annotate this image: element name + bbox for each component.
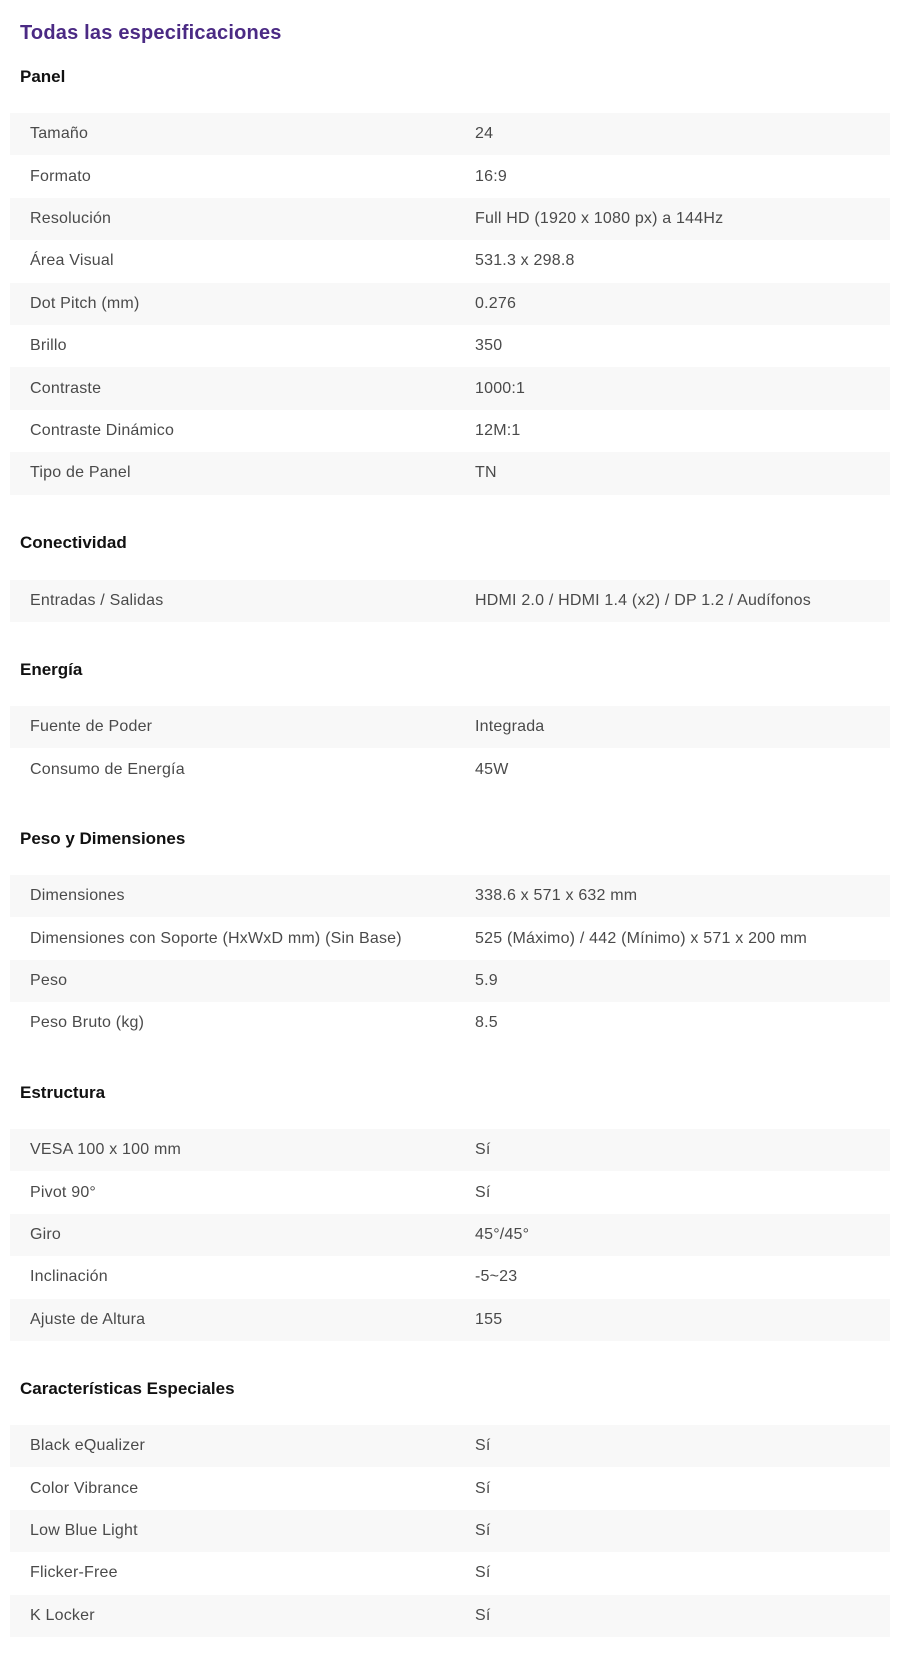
spec-value: Sí bbox=[475, 1479, 491, 1497]
spec-value: 338.6 x 571 x 632 mm bbox=[475, 887, 638, 905]
spec-value: 45°/45° bbox=[475, 1225, 530, 1243]
spec-value: 45W bbox=[475, 760, 509, 778]
table-row bbox=[10, 960, 890, 1002]
spec-label: Peso bbox=[30, 971, 68, 989]
section-title-caracteristicas: Características Especiales bbox=[20, 1379, 235, 1398]
spec-value: 5.9 bbox=[475, 971, 498, 989]
spec-label: Low Blue Light bbox=[30, 1521, 138, 1539]
spec-value: Sí bbox=[475, 1521, 491, 1539]
table-row bbox=[10, 1171, 890, 1213]
table-row bbox=[10, 240, 890, 282]
table-row bbox=[10, 1129, 890, 1171]
spec-label: K Locker bbox=[30, 1606, 95, 1624]
spec-label: VESA 100 x 100 mm bbox=[30, 1141, 182, 1159]
spec-value: Integrada bbox=[475, 718, 545, 736]
spec-label: Tipo de Panel bbox=[30, 464, 131, 482]
table-row bbox=[10, 325, 890, 367]
spec-label: Ajuste de Altura bbox=[30, 1310, 146, 1328]
spec-value: Sí bbox=[475, 1183, 491, 1201]
spec-value: 24 bbox=[475, 125, 494, 143]
spec-label: Área Visual bbox=[30, 252, 114, 270]
table-row bbox=[10, 452, 890, 494]
table-row bbox=[10, 1002, 890, 1044]
spec-value: Sí bbox=[475, 1606, 491, 1624]
spec-value: Sí bbox=[475, 1141, 491, 1159]
section-title-peso-dimensiones: Peso y Dimensiones bbox=[20, 829, 186, 848]
table-row bbox=[10, 748, 890, 790]
section-title-energia: Energía bbox=[20, 660, 83, 679]
spec-value: HDMI 2.0 / HDMI 1.4 (x2) / DP 1.2 / Audífonos bbox=[475, 592, 811, 610]
spec-label: Fuente de Poder bbox=[30, 718, 153, 736]
spec-value: Full HD (1920 x 1080 px) a 144Hz bbox=[475, 209, 724, 227]
spec-table-energia bbox=[10, 706, 890, 791]
spec-label: Inclinación bbox=[30, 1268, 108, 1286]
table-row bbox=[10, 917, 890, 959]
table-row bbox=[10, 283, 890, 325]
spec-label: Tamaño bbox=[30, 125, 89, 143]
spec-label: Flicker-Free bbox=[30, 1564, 118, 1582]
spec-value: -5~23 bbox=[475, 1268, 518, 1286]
spec-label: Contraste bbox=[30, 379, 102, 397]
spec-value: 531.3 x 298.8 bbox=[475, 252, 575, 270]
spec-value: TN bbox=[475, 464, 497, 482]
spec-value: 0.276 bbox=[475, 294, 517, 312]
spec-label: Brillo bbox=[30, 337, 67, 355]
spec-label: Entradas / Salidas bbox=[30, 592, 164, 610]
spec-value: 525 (Máximo) / 442 (Mínimo) x 571 x 200 mm bbox=[475, 929, 808, 947]
spec-label: Formato bbox=[30, 167, 91, 185]
spec-label: Giro bbox=[30, 1225, 62, 1243]
table-row bbox=[10, 875, 890, 917]
spec-label: Pivot 90° bbox=[30, 1183, 97, 1201]
table-row bbox=[10, 1595, 890, 1637]
section-title-panel: Panel bbox=[20, 67, 66, 86]
spec-value: Sí bbox=[475, 1564, 491, 1582]
spec-label: Resolución bbox=[30, 209, 112, 227]
spec-value: 12M:1 bbox=[475, 421, 521, 439]
spec-label: Color Vibrance bbox=[30, 1479, 139, 1497]
table-row bbox=[10, 1467, 890, 1509]
table-row bbox=[10, 410, 890, 452]
spec-value: 155 bbox=[475, 1310, 503, 1328]
spec-table-conectividad bbox=[10, 580, 890, 622]
spec-label: Dot Pitch (mm) bbox=[30, 294, 140, 312]
table-row bbox=[10, 155, 890, 197]
spec-table-panel bbox=[10, 113, 890, 495]
spec-table-peso-dimensiones bbox=[10, 875, 890, 1045]
table-row bbox=[10, 198, 890, 240]
spec-value: 16:9 bbox=[475, 167, 507, 185]
table-row bbox=[10, 113, 890, 155]
table-row bbox=[10, 706, 890, 748]
table-row bbox=[10, 1552, 890, 1594]
section-title-estructura: Estructura bbox=[20, 1083, 106, 1102]
spec-label: Consumo de Energía bbox=[30, 760, 185, 778]
spec-table-estructura bbox=[10, 1129, 890, 1341]
spec-value: Sí bbox=[475, 1437, 491, 1455]
spec-value: 8.5 bbox=[475, 1014, 498, 1032]
page-title: Todas las especificaciones bbox=[20, 22, 282, 44]
spec-table-caracteristicas bbox=[10, 1425, 890, 1637]
table-row bbox=[10, 1510, 890, 1552]
table-row bbox=[10, 1256, 890, 1298]
section-title-conectividad: Conectividad bbox=[20, 533, 127, 552]
spec-value: 1000:1 bbox=[475, 379, 526, 397]
spec-label: Black eQualizer bbox=[30, 1437, 146, 1455]
spec-label: Peso Bruto (kg) bbox=[30, 1014, 145, 1032]
table-row bbox=[10, 580, 890, 622]
table-row bbox=[10, 1425, 890, 1467]
table-row bbox=[10, 1299, 890, 1341]
spec-label: Contraste Dinámico bbox=[30, 421, 175, 439]
spec-label: Dimensiones bbox=[30, 887, 125, 905]
table-row bbox=[10, 367, 890, 409]
spec-value: 350 bbox=[475, 337, 503, 355]
table-row bbox=[10, 1214, 890, 1256]
spec-label: Dimensiones con Soporte (HxWxD mm) (Sin Base) bbox=[30, 929, 402, 947]
